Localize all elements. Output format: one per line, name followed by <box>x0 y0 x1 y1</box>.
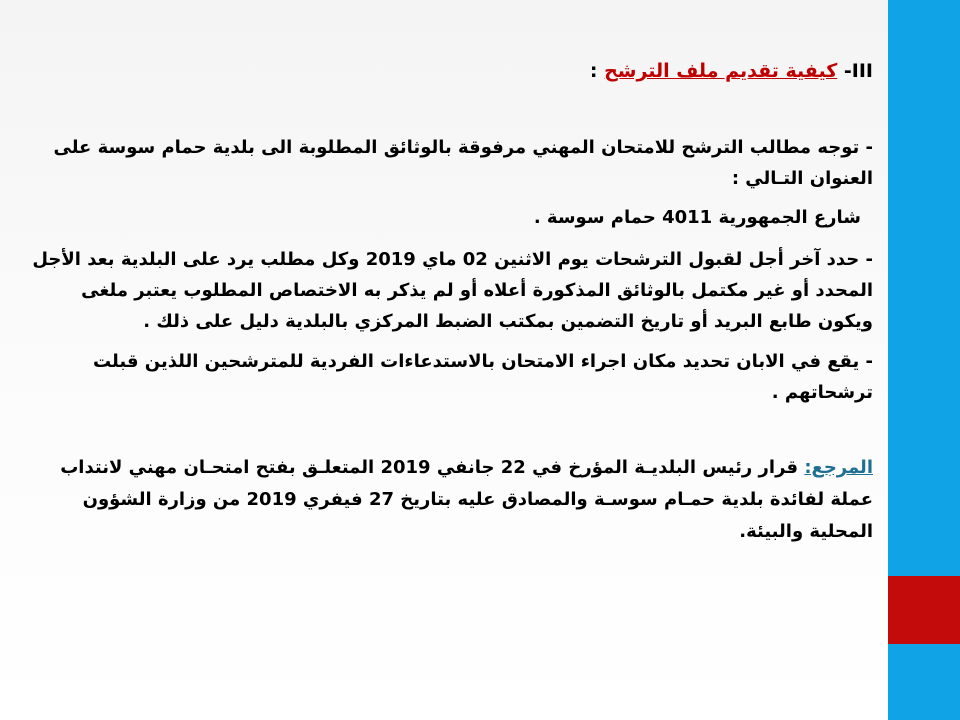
paragraph-exam-location: - يقع في الابان تحديد مكان اجراء الامتحان بالاستدعاءات الفردية للمترشحين اللذين قبلت ترشحاتهم . <box>92 351 873 403</box>
reference-text: قرار رئيس البلديـة المؤرخ في 22 جانفي 2019 المتعلـق بفتح امتحـان مهني لانتداب عملة لفائدة بلدية حمـام سوسـة والمصادق عليه بتاريخ 27 فيفري 2019 من وزارة الشؤون المحلية والبيئة. <box>60 457 873 542</box>
slide-content <box>30 0 873 720</box>
reference-paragraph <box>30 452 873 548</box>
section-number: III- <box>843 60 873 82</box>
paragraph-address: شارع الجمهورية 4011 حمام سوسة . <box>533 207 861 228</box>
reference-label: المرجع: <box>804 457 873 478</box>
side-strip-blue-top <box>888 0 960 576</box>
section-heading <box>590 56 873 86</box>
side-strip-blue-bottom <box>888 644 960 720</box>
paragraph-submission: - توجه مطالب الترشح للامتحان المهني مرفوقة بالوثائق المطلوبة الى بلدية حمام سوسة على العنوان التـالي : <box>53 137 873 189</box>
side-strip-red <box>888 576 960 644</box>
section-title: كيفية تقديم ملف الترشح <box>604 60 838 82</box>
section-colon: : <box>589 60 605 82</box>
paragraph-deadline: - حدد آخر أجل لقبول الترشحات يوم الاثنين 02 ماي 2019 وكل مطلب يرد على البلدية بعد الأجل المحدد أو غير مكتمل بالوثائق المذكورة أعلاه أو لم يذكر به الاختصاص المطلوب يعتبر ملغى ويكون طابع البريد أو تاريخ التضمين بمكتب الضبط المركزي بالبلدية دليل على ذلك . <box>32 249 873 332</box>
